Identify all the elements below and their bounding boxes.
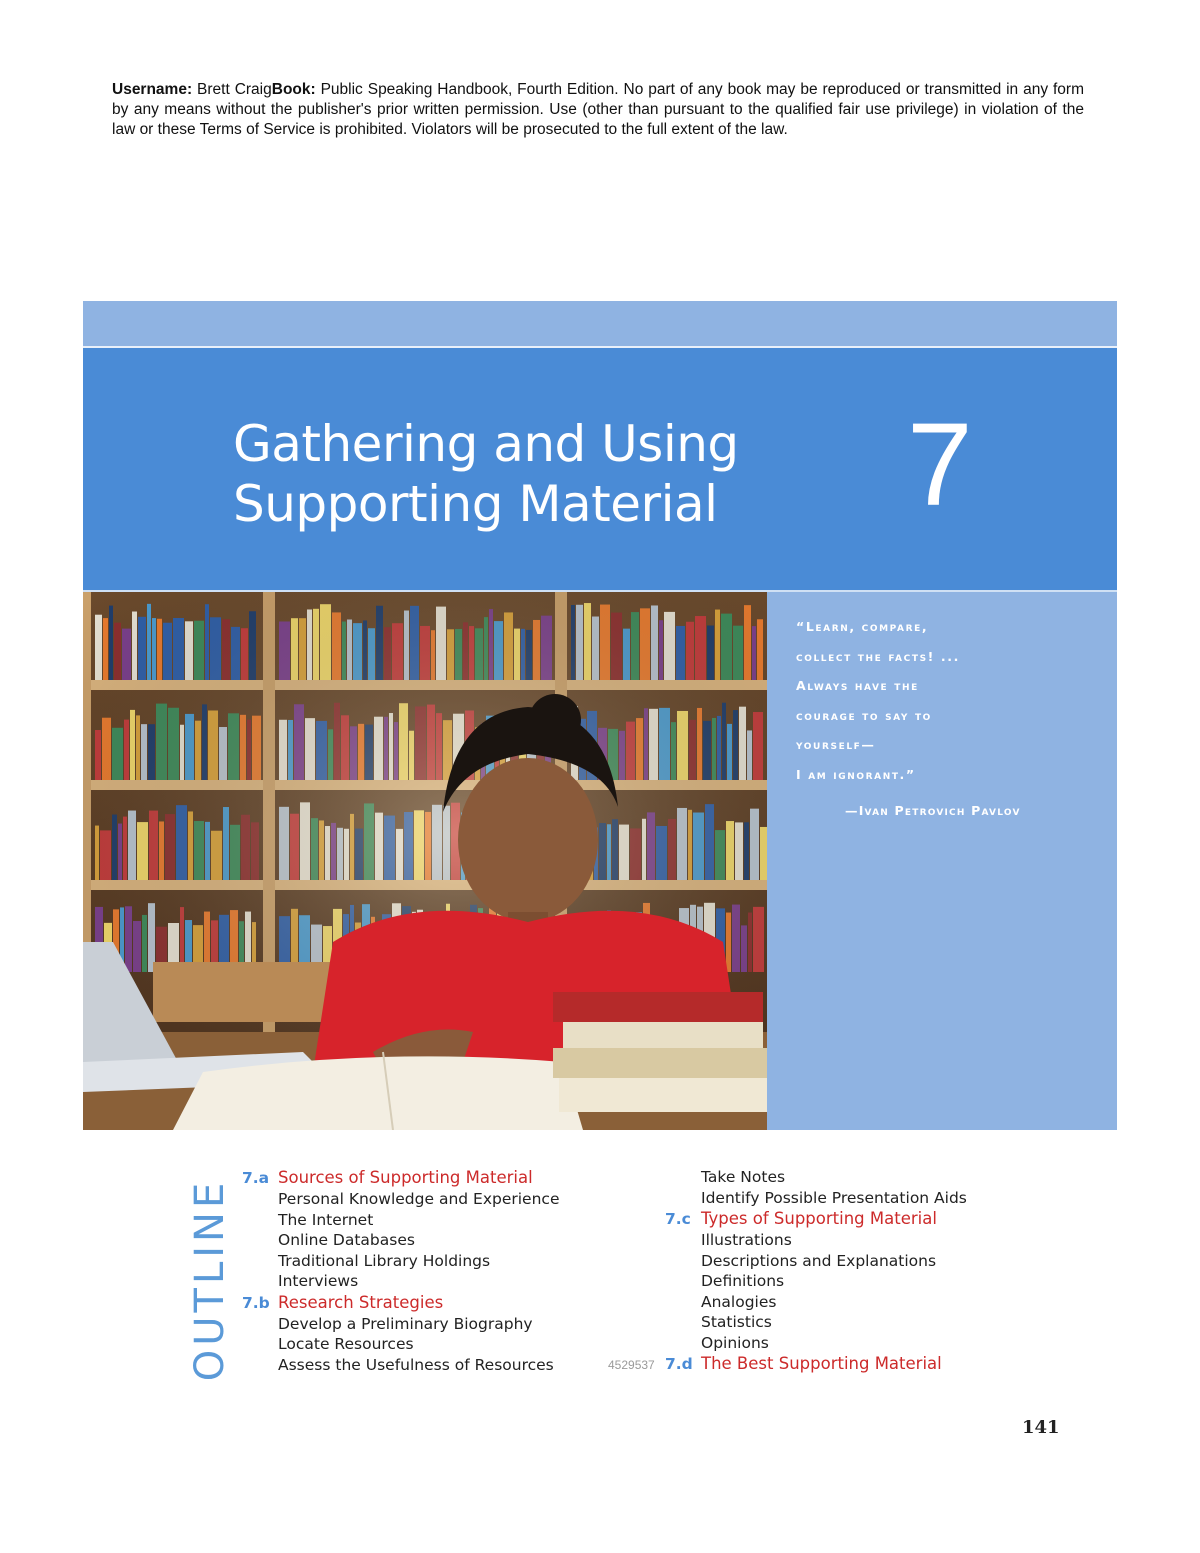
outline-item-text: Personal Knowledge and Experience — [278, 1190, 560, 1208]
outline-section-number: 7.c — [665, 1210, 691, 1228]
chapter-title-line-1: Gathering and Using — [233, 415, 739, 473]
outline-item — [665, 1271, 995, 1292]
chapter-number: 7 — [907, 399, 973, 531]
epigraph-quote — [796, 612, 960, 790]
outline-item-text: Assess the Usefulness of Resources — [278, 1355, 554, 1374]
outline-section-title: Research Strategies — [278, 1292, 444, 1312]
outline-item — [665, 1333, 995, 1354]
book-label: Book: — [271, 81, 316, 98]
quote-line: collect the facts! ... — [796, 648, 960, 664]
quote-line: yourself— — [796, 737, 876, 753]
outline-item-text: Online Databases — [278, 1231, 415, 1249]
outline-item — [665, 1312, 995, 1333]
outline-section — [665, 1208, 995, 1230]
outline-item — [665, 1230, 995, 1251]
username-value: Brett Craig — [197, 81, 272, 98]
copyright-notice — [112, 80, 1084, 140]
watermark-id: 4529537 — [608, 1358, 655, 1372]
outline-item — [242, 1189, 602, 1210]
quote-line: I am ignorant.” — [796, 766, 916, 782]
outline-item-text: Definitions — [701, 1272, 785, 1290]
outline-item — [665, 1292, 995, 1313]
outline-item-text: Locate Resources — [278, 1335, 414, 1353]
quote-author: —Ivan Petrovich Pavlov — [845, 803, 1021, 818]
outline-item — [242, 1210, 602, 1231]
outline-label-text: OUTLINE — [187, 1178, 233, 1382]
outline-item — [242, 1314, 602, 1335]
copyright-text: Public Speaking Handbook, Fourth Edition. No part of any book may be reproduced or transmitted in any form by any means without the publisher's prior written permission. Use (other than pursuant to the qualified fair use privilege) in violation of the law or these Terms of Service is prohibited. Violators will be prosecuted to the full extent of the law. — [112, 81, 1084, 138]
chapter-title-line-2: Supporting Material — [233, 475, 718, 533]
outline-item-text: Illustrations — [701, 1231, 792, 1249]
outline-item — [665, 1167, 995, 1188]
outline-item-text: Develop a Preliminary Biography — [278, 1314, 533, 1333]
outline-item-text: Traditional Library Holdings — [278, 1251, 491, 1270]
outline-right-column — [665, 1167, 995, 1375]
outline-item-text: Opinions — [701, 1333, 769, 1352]
outline-left-column — [242, 1167, 602, 1375]
outline-section-title: Types of Supporting Material — [701, 1209, 937, 1228]
quote-line: “Learn, compare, — [796, 619, 929, 634]
outline-item — [665, 1251, 995, 1272]
outline-item — [242, 1251, 602, 1272]
chapter-title — [233, 414, 739, 534]
chapter-title-band — [83, 348, 1117, 590]
outline-item — [242, 1271, 602, 1292]
outline-item-text: Analogies — [701, 1292, 777, 1311]
quote-line: Always have the — [796, 678, 919, 694]
outline-section-number: 7.a — [242, 1169, 270, 1187]
outline-item-text: Take Notes — [701, 1168, 786, 1186]
outline-item-text: The Internet — [278, 1210, 374, 1229]
student-studying-photo — [83, 592, 767, 1130]
page-number: 141 — [1022, 1417, 1060, 1438]
top-color-strip — [83, 301, 1117, 346]
outline-item-text: Descriptions and Explanations — [701, 1251, 937, 1270]
outline-section — [242, 1167, 602, 1189]
quote-panel — [767, 592, 1117, 1130]
outline-item-text: Interviews — [278, 1272, 359, 1290]
outline-section-title: Sources of Supporting Material — [278, 1168, 533, 1187]
outline-item — [242, 1230, 602, 1251]
quote-line: courage to say to — [796, 707, 932, 723]
outline-section — [242, 1292, 602, 1314]
outline-section-number: 7.b — [242, 1293, 270, 1312]
outline-item — [242, 1334, 602, 1355]
outline-item-text: Statistics — [701, 1313, 772, 1331]
username-label: Username: — [112, 81, 193, 98]
outline-item — [242, 1355, 602, 1376]
outline-section-number: 7.d — [665, 1355, 693, 1373]
outline-item-text: Identify Possible Presentation Aids — [701, 1188, 967, 1207]
outline-item — [665, 1188, 995, 1209]
outline-section — [665, 1353, 995, 1375]
outline-vertical-label — [187, 1170, 233, 1390]
outline-section-title: The Best Supporting Material — [701, 1354, 942, 1373]
